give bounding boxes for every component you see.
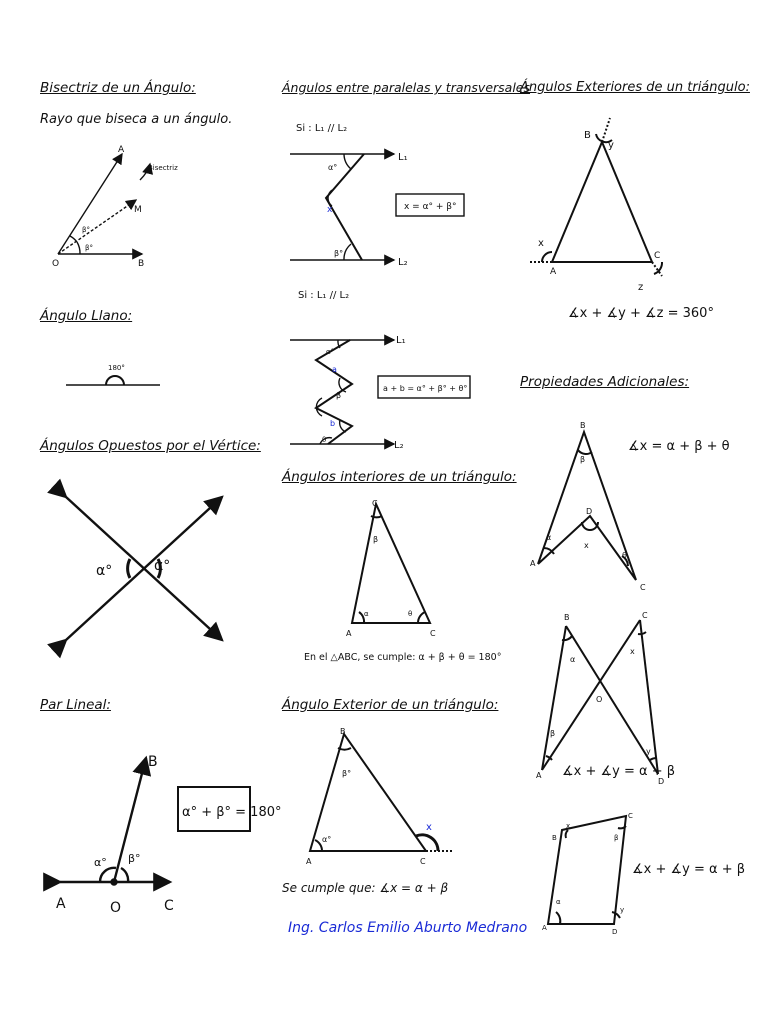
- paralelas1-beta: β°: [334, 249, 344, 258]
- exterior-note: Se cumple que: ∡x = α + β: [282, 881, 449, 895]
- fig1-label-a: A: [530, 559, 536, 568]
- heading-bisectriz: Bisectriz de un Ángulo:: [40, 80, 196, 96]
- interiores-label-c: C: [430, 629, 436, 638]
- paralelas1-x: x: [327, 205, 333, 215]
- fig1-label-d: D: [586, 507, 593, 516]
- fig2-label-o: O: [596, 695, 603, 704]
- fig2-label-a: A: [536, 771, 542, 780]
- lineal-label-a: A: [56, 896, 66, 912]
- fig1-label-c: C: [640, 583, 646, 592]
- paralelas-l2-b: L₂: [394, 440, 404, 451]
- lineal-label-beta: β°: [128, 852, 141, 865]
- bisectriz-label-m: M: [134, 205, 142, 215]
- paralelas2-a: a: [332, 365, 337, 374]
- paralelas1-alpha: α°: [328, 163, 338, 172]
- fig2-label-y: y: [646, 747, 651, 756]
- bisectriz-label-o: O: [52, 259, 60, 269]
- fig3-label-y: y: [620, 906, 625, 914]
- exteriores-label-c: C: [654, 251, 661, 261]
- paralelas2-theta: θ: [322, 436, 327, 444]
- par-lineal-diagram: [60, 758, 170, 885]
- heading-opuestos-vertice: Ángulos Opuestos por el Vértice:: [40, 438, 261, 454]
- exterior-label-x: x: [426, 822, 432, 833]
- bisectriz-diagram: [58, 154, 150, 254]
- exterior-label-beta: β°: [342, 769, 352, 778]
- fig3-label-beta: β: [614, 834, 619, 842]
- lineal-label-c: C: [164, 898, 174, 914]
- bisectriz-label-beta1: β°: [82, 226, 90, 234]
- bisectriz-label-a: A: [118, 145, 125, 155]
- fig2-label-d: D: [658, 777, 665, 786]
- lineal-formula: α° + β° = 180°: [182, 805, 282, 820]
- fig3-label-a: A: [542, 924, 547, 932]
- paralelas2-alpha: α°: [326, 348, 335, 356]
- interiores-label-alpha: α: [364, 610, 369, 618]
- fig2-label-x: x: [630, 647, 635, 656]
- fig2-label-c: C: [642, 611, 648, 620]
- fig3-label-d: D: [612, 928, 618, 936]
- bisectriz-label-b: B: [138, 259, 145, 269]
- adicionales-fig3: [548, 816, 626, 924]
- heading-interiores: Ángulos interiores de un triángulo:: [282, 469, 517, 485]
- paralelas2-beta: β: [336, 391, 342, 400]
- bisectriz-description: Rayo que biseca a un ángulo.: [40, 112, 233, 127]
- paralelas-l1-b: L₁: [396, 335, 406, 346]
- fig1-label-beta: β: [580, 455, 586, 464]
- fig3-label-b: B: [552, 834, 557, 842]
- paralelas-condition-2: Si : L₁ // L₂: [298, 290, 350, 301]
- angulo-llano-diagram: [66, 376, 160, 385]
- exteriores-formula: ∡x + ∡y + ∡z = 360°: [568, 306, 714, 321]
- exterior-label-b: B: [340, 727, 346, 736]
- exteriores-label-x: x: [538, 238, 544, 249]
- exterior-label-c: C: [420, 857, 426, 866]
- fig1-label-theta: θ: [622, 551, 627, 560]
- paralelas-formula-2: a + b = α° + β° + θ°: [383, 384, 468, 393]
- fig2-label-beta: β: [550, 729, 556, 738]
- exteriores-label-a: A: [550, 267, 557, 277]
- paralelas2-b: b: [330, 419, 336, 428]
- heading-adicionales: Propiedades Adicionales:: [520, 374, 690, 390]
- adicionales-formula-1: ∡x = α + β + θ: [628, 439, 730, 454]
- interiores-diagram: [352, 504, 430, 623]
- opuestos-alpha-left: α°: [96, 563, 113, 579]
- opuestos-vertice-diagram: [66, 497, 222, 640]
- opuestos-alpha-right: α°: [154, 558, 171, 574]
- heading-paralelas: Ángulos entre paralelas y transversales: [282, 80, 531, 95]
- adicionales-formula-3: ∡x + ∡y = α + β: [632, 862, 746, 877]
- fig1-label-b: B: [580, 421, 586, 430]
- bisectriz-label-beta2: β°: [85, 244, 93, 252]
- heading-par-lineal: Par Lineal:: [40, 697, 111, 713]
- fig1-label-alpha: α: [546, 533, 552, 542]
- lineal-label-o: O: [110, 900, 122, 916]
- exteriores-label-y: y: [608, 140, 614, 151]
- interiores-label-a: A: [346, 629, 352, 638]
- paralelas-diagram-1: [290, 154, 394, 260]
- fig2-label-alpha: α: [570, 655, 576, 664]
- exterior-label-alpha: α°: [322, 835, 332, 844]
- interiores-label-theta: θ: [408, 610, 413, 618]
- fig3-label-c: C: [628, 812, 633, 820]
- author-name: Ing. Carlos Emilio Aburto Medrano: [288, 920, 528, 936]
- adicionales-formula-2: ∡x + ∡y = α + β: [562, 764, 676, 779]
- paralelas-formula-1: x = α° + β°: [404, 202, 457, 212]
- interiores-label-top: C: [372, 499, 378, 508]
- exteriores-label-z: z: [638, 282, 644, 293]
- paralelas-condition-1: Si : L₁ // L₂: [296, 123, 348, 134]
- heading-exterior: Ángulo Exterior de un triángulo:: [282, 697, 499, 713]
- exteriores-diagram: [530, 118, 662, 276]
- fig2-label-b: B: [564, 613, 570, 622]
- fig3-label-alpha: α: [556, 898, 561, 906]
- interiores-label-beta: β: [373, 535, 379, 544]
- exterior-label-a: A: [306, 857, 312, 866]
- exterior-diagram: [310, 734, 452, 851]
- fig3-label-x: x: [566, 822, 571, 830]
- lineal-label-alpha: α°: [94, 856, 107, 869]
- heading-exteriores: Ángulos Exteriores de un triángulo:: [520, 80, 750, 95]
- bisectriz-label-bisectriz: Bisectriz: [148, 164, 178, 172]
- llano-degree: 180°: [108, 364, 125, 372]
- fig1-label-x: x: [584, 541, 589, 550]
- interiores-note: En el △ABC, se cumple: α + β + θ = 180°: [304, 652, 502, 663]
- heading-angulo-llano: Ángulo Llano:: [40, 308, 133, 324]
- paralelas-l2-a: L₂: [398, 257, 408, 268]
- lineal-label-b: B: [148, 754, 158, 770]
- paralelas-l1-a: L₁: [398, 152, 408, 163]
- exteriores-label-b: B: [584, 130, 591, 141]
